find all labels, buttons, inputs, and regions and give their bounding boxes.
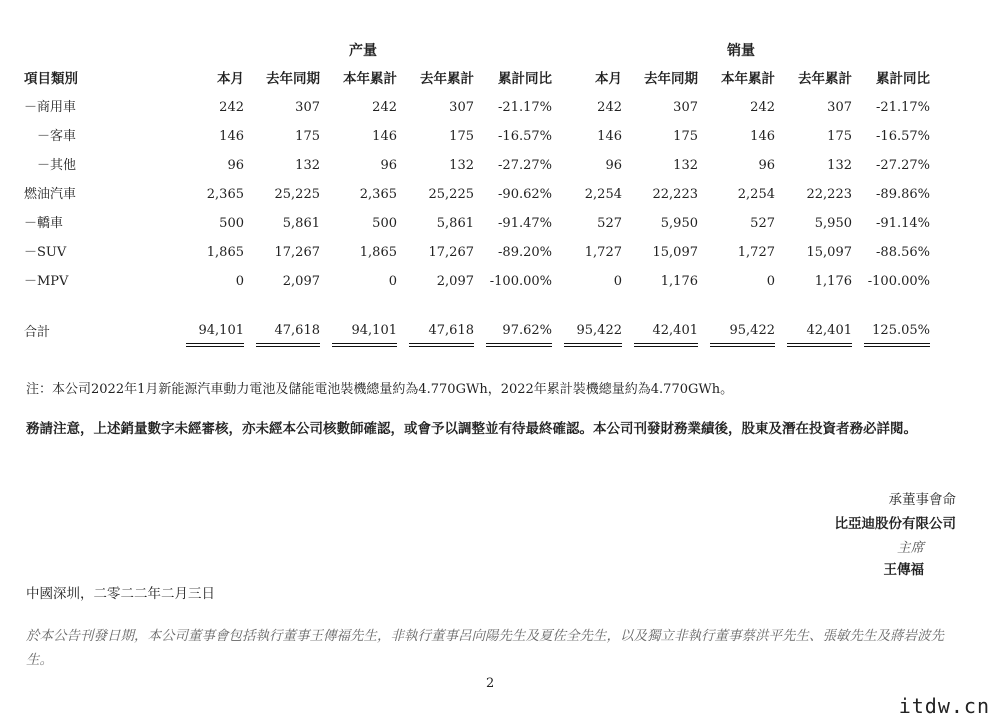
table-cell: -21.17% [498, 100, 552, 115]
table-row [24, 238, 930, 267]
watermark: itdw.cn [898, 694, 990, 718]
column-header: 本年累計 [721, 71, 775, 87]
table-cell [552, 318, 622, 347]
table-cell [775, 318, 852, 347]
table-cell: 500 [219, 216, 244, 231]
table-row [24, 180, 930, 209]
column-header: 去年累計 [420, 71, 474, 87]
table-cell: 146 [750, 129, 775, 144]
table-cell [244, 318, 320, 347]
table-cell [320, 318, 397, 347]
group-header-sales: 销量 [727, 42, 755, 59]
total-value: 47,618 [256, 322, 320, 347]
group-header-production: 产量 [349, 42, 377, 59]
total-value: 94,101 [332, 322, 397, 347]
table-cell: 96 [605, 158, 622, 173]
column-header: 去年累計 [798, 71, 852, 87]
place-date: 中國深圳，二零二二年二月三日 [26, 586, 215, 602]
table-cell: 96 [380, 158, 397, 173]
row-label: －SUV [24, 245, 67, 260]
table-cell: -27.27% [498, 158, 552, 173]
total-value: 125.05% [864, 322, 930, 347]
table-cell: -16.57% [498, 129, 552, 144]
table-cell: 307 [827, 100, 852, 115]
table-cell: 175 [449, 129, 474, 144]
table-cell: 5,950 [814, 216, 852, 231]
table-cell: 5,950 [660, 216, 698, 231]
total-value: 95,422 [710, 322, 775, 347]
total-row [24, 318, 930, 347]
table-cell: 132 [673, 158, 698, 173]
warning-paragraph: 務請注意，上述銷量數字未經審核，亦未經本公司核數師確認，或會予以調整並有待最終確認。本公司刊發財務業績後，股東及潛在投資者務必詳閱。 [26, 421, 917, 437]
table-row [24, 93, 930, 122]
table-row [24, 267, 930, 296]
total-value: 42,401 [787, 322, 852, 347]
board-statement: 於本公告刊發日期，本公司董事會包括執行董事王傳福先生，非執行董事呂向陽先生及夏佐全先生，以及獨立非執行董事蔡洪平先生、張敏先生及蔣岩波先生。 [26, 628, 944, 668]
table-cell [397, 318, 474, 347]
table-cell: -89.20% [498, 245, 552, 260]
row-label: －MPV [24, 274, 69, 289]
table-cell: 175 [673, 129, 698, 144]
table-cell: 307 [449, 100, 474, 115]
table-cell [852, 318, 930, 347]
table-cell: 15,097 [652, 245, 698, 260]
total-value: 95,422 [564, 322, 622, 347]
table-cell: 1,176 [814, 274, 852, 289]
row-label: －商用車 [24, 100, 77, 115]
table-cell: 132 [295, 158, 320, 173]
footnote: 注：本公司2022年1月新能源汽車動力電池及儲能電池裝機總量約為4.770GWh，2022年累計裝機總量約為4.770GWh。 [26, 382, 734, 397]
column-header-category: 項目類別 [24, 71, 78, 87]
row-label: －轎車 [24, 216, 64, 231]
table-cell: 132 [449, 158, 474, 173]
table-cell [174, 318, 244, 347]
table-cell: 307 [295, 100, 320, 115]
signature-company: 比亞迪股份有限公司 [834, 516, 956, 532]
column-header: 累計同比 [876, 71, 930, 87]
table-cell: 146 [219, 129, 244, 144]
table-cell: 527 [597, 216, 622, 231]
column-header: 本年累計 [343, 71, 397, 87]
table-cell: -100.00% [867, 274, 930, 289]
page-number: 2 [486, 676, 495, 691]
table-cell: 146 [597, 129, 622, 144]
table-cell: 25,225 [274, 187, 320, 202]
table-cell: 2,097 [436, 274, 474, 289]
table-cell: 242 [219, 100, 244, 115]
table-cell: 15,097 [806, 245, 852, 260]
column-header: 去年同期 [644, 71, 698, 87]
total-value: 47,618 [409, 322, 474, 347]
table-row [24, 209, 930, 238]
table-cell: 5,861 [436, 216, 474, 231]
table-cell: 96 [758, 158, 775, 173]
table-cell: 2,254 [584, 187, 622, 202]
table-cell: 527 [750, 216, 775, 231]
table-cell: 2,254 [737, 187, 775, 202]
table-cell: -90.62% [498, 187, 552, 202]
column-header: 本月 [595, 71, 622, 87]
table-row [24, 151, 930, 180]
row-label: －客車 [24, 129, 77, 144]
table-cell: 242 [372, 100, 397, 115]
column-header: 去年同期 [266, 71, 320, 87]
table-cell: 96 [227, 158, 244, 173]
table-cell: -16.57% [876, 129, 930, 144]
table-cell: -21.17% [876, 100, 930, 115]
table-cell: 0 [388, 274, 397, 289]
signature-by-order: 承董事會命 [888, 492, 956, 508]
table-cell: -88.56% [876, 245, 930, 260]
total-value: 97.62% [486, 322, 552, 347]
signature-title: 主席 [897, 540, 924, 556]
table-cell: -27.27% [876, 158, 930, 173]
table-cell: 1,865 [359, 245, 397, 260]
table-cell: 0 [235, 274, 244, 289]
table-cell: 2,365 [359, 187, 397, 202]
table-cell [622, 318, 698, 347]
table-cell: 17,267 [428, 245, 474, 260]
table-cell: 2,097 [282, 274, 320, 289]
table-cell: 22,223 [652, 187, 698, 202]
table-cell: 242 [597, 100, 622, 115]
table-cell [474, 318, 552, 347]
table-cell: -89.86% [876, 187, 930, 202]
column-header: 本月 [217, 71, 244, 87]
table-cell: 307 [673, 100, 698, 115]
table-cell: 175 [827, 129, 852, 144]
total-value: 42,401 [634, 322, 698, 347]
table-cell: 175 [295, 129, 320, 144]
table-row [24, 122, 930, 151]
row-label: 燃油汽車 [24, 187, 77, 202]
table-cell: 146 [372, 129, 397, 144]
table-cell: 132 [827, 158, 852, 173]
table-cell: 17,267 [274, 245, 320, 260]
column-header-row [24, 65, 930, 93]
row-label: 合計 [24, 324, 51, 340]
table-cell: 0 [613, 274, 622, 289]
table-cell: 1,727 [584, 245, 622, 260]
table-cell: 2,365 [206, 187, 244, 202]
signature-name: 王傳福 [883, 562, 924, 578]
table-cell: 22,223 [806, 187, 852, 202]
table-cell: -100.00% [489, 274, 552, 289]
production-sales-table [24, 36, 930, 347]
table-cell: 242 [750, 100, 775, 115]
table-cell: 1,865 [206, 245, 244, 260]
table-cell: 0 [766, 274, 775, 289]
table-cell: 1,727 [737, 245, 775, 260]
table-cell: 25,225 [428, 187, 474, 202]
table-cell: 1,176 [660, 274, 698, 289]
table-cell [698, 318, 775, 347]
table-cell: -91.47% [498, 216, 552, 231]
table-cell: 5,861 [282, 216, 320, 231]
table-cell: -91.14% [876, 216, 930, 231]
table-cell: 500 [372, 216, 397, 231]
row-label: －其他 [24, 158, 77, 173]
spacer-row [24, 296, 930, 318]
total-value: 94,101 [186, 322, 244, 347]
column-header: 累計同比 [498, 71, 552, 87]
